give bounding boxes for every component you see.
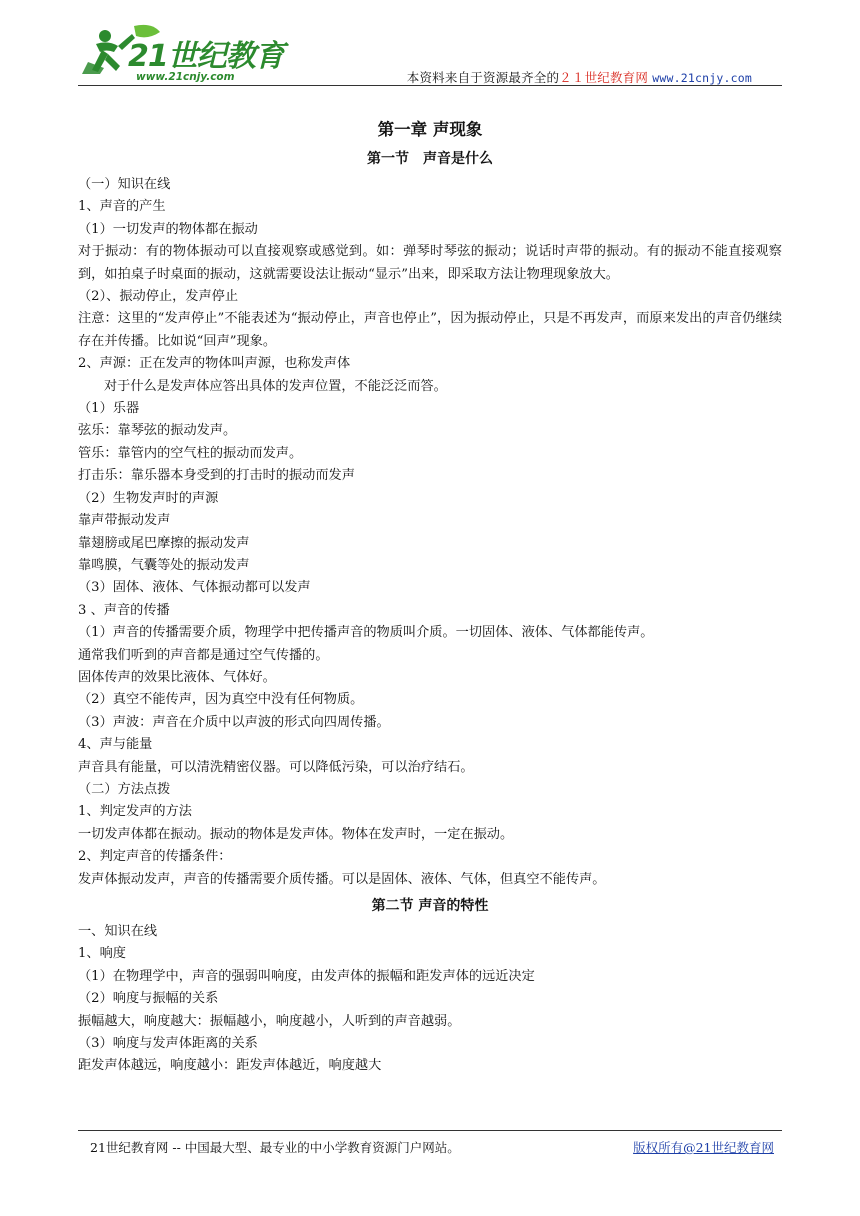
text-line: （2）真空不能传声，因为真空中没有任何物质。 [78, 692, 364, 708]
text-line: 通常我们听到的声音都是通过空气传播的。 [78, 647, 329, 663]
text-line: （1）一切发声的物体都在振动 [78, 221, 258, 237]
text-line: 振幅越大，响度越大：振幅越小，响度越小，人听到的声音越弱。 [78, 1013, 461, 1029]
text-line: （3）响度与发声体距离的关系 [78, 1036, 258, 1052]
text-line: 管乐：靠管内的空气柱的振动而发声。 [78, 445, 303, 461]
heading-loudness: 1、响度 [78, 946, 126, 962]
text-line: （1）声音的传播需要介质，物理学中把传播声音的物质叫介质。一切固体、液体、气体都能传声。 [78, 625, 654, 641]
chapter-title: 第一章 声现象 [377, 120, 483, 139]
text-line: 靠鸣膜，气囊等处的振动发声 [78, 557, 250, 573]
leaf-icon [134, 25, 160, 37]
footer-divider [78, 1130, 782, 1131]
site-logo[interactable] [78, 22, 298, 84]
text-line: （1）在物理学中，声音的强弱叫响度，由发声体的振幅和距发声体的远近决定 [78, 968, 535, 984]
text-line: 距发声体越远，响度越小：距发声体越近，响度越大 [78, 1058, 382, 1074]
text-line: （2）、振动停止，发声停止 [78, 289, 239, 305]
text-line: 发声体振动发声，声音的传播需要介质传播。可以是固体、液体、气体，但真空不能传声。 [78, 871, 606, 887]
header-source-note [407, 68, 752, 86]
footer-copyright-link[interactable]: 版权所有@21世纪教育网 [633, 1140, 774, 1155]
header-site-name[interactable]: ２１世纪教育网 [559, 70, 649, 85]
text-line: （1）乐器 [78, 401, 140, 417]
heading-sound-production: 1、声音的产生 [78, 199, 166, 215]
text-line: 打击乐：靠乐器本身受到的打击时的振动而发声 [78, 468, 355, 484]
text-line: 弦乐：靠琴弦的振动发声。 [78, 423, 237, 439]
header-note-prefix: 本资料来自于资源最齐全的 [406, 70, 560, 85]
text-line: 固体传声的效果比液体、气体好。 [78, 669, 276, 685]
paragraph-vibration: 对于振动：有的物体振动可以直接观察或感觉到。如：弹琴时琴弦的振动；说话时声带的振动。有的振动不能直接观察到，如拍桌子时桌面的振动，这就需要设法让振动“显示”出来，即采取方法让物理现象放大。 [78, 244, 782, 282]
heading-sound-source: 2、声源：正在发声的物体叫声源，也称发声体 [78, 356, 351, 372]
text-line: 对于什么是发声体应答出具体的发声位置，不能泛泛而答。 [104, 378, 447, 394]
header-divider [78, 85, 782, 86]
paragraph-note: 注意：这里的“发声停止”不能表述为“振动停止，声音也停止”，因为振动停止，只是不再发声，而原来发出的声音仍继续存在并传播。比如说“回声”现象。 [78, 311, 782, 349]
section-title-1: 第一节 声音是什么 [367, 151, 493, 167]
header-site-url[interactable]: www.21cnjy.com [652, 71, 752, 85]
text-line: 靠翅膀或尾巴摩擦的振动发声 [78, 535, 250, 551]
text-line: 声音具有能量，可以清洗精密仪器。可以降低污染，可以治疗结石。 [78, 759, 474, 775]
heading-knowledge-online-2: 一、知识在线 [78, 924, 158, 939]
footer-site-description: 21世纪教育网 -- 中国最大型、最专业的中小学教育资源门户网站。 [90, 1140, 460, 1155]
text-line: 一切发声体都在振动。振动的物体是发声体。物体在发声时，一定在振动。 [78, 826, 514, 842]
text-line: （3）声波：声音在介质中以声波的形式向四周传播。 [78, 714, 390, 730]
text-line: （2）生物发声时的声源 [78, 490, 219, 506]
page-header [78, 22, 782, 86]
section-title-2: 第二节 声音的特性 [371, 898, 489, 914]
heading-method-tips: （二）方法点拨 [78, 781, 171, 797]
logo-text: 21世纪教育 [128, 39, 284, 74]
heading-sound-propagation: 3 、声音的传播 [78, 602, 170, 618]
text-line: （3）固体、液体、气体振动都可以发声 [78, 580, 311, 596]
text-line: 2、判定声音的传播条件： [78, 849, 232, 865]
text-line: 靠声带振动发声 [78, 513, 171, 529]
text-line: （2）响度与振幅的关系 [78, 991, 219, 1007]
logo-url: www.21cnjy.com [136, 71, 235, 83]
heading-sound-energy: 4、声与能量 [78, 737, 153, 753]
heading-knowledge-online: （一）知识在线 [78, 177, 171, 192]
text-line: 1、判定发声的方法 [78, 804, 192, 820]
document-body [78, 116, 782, 1078]
